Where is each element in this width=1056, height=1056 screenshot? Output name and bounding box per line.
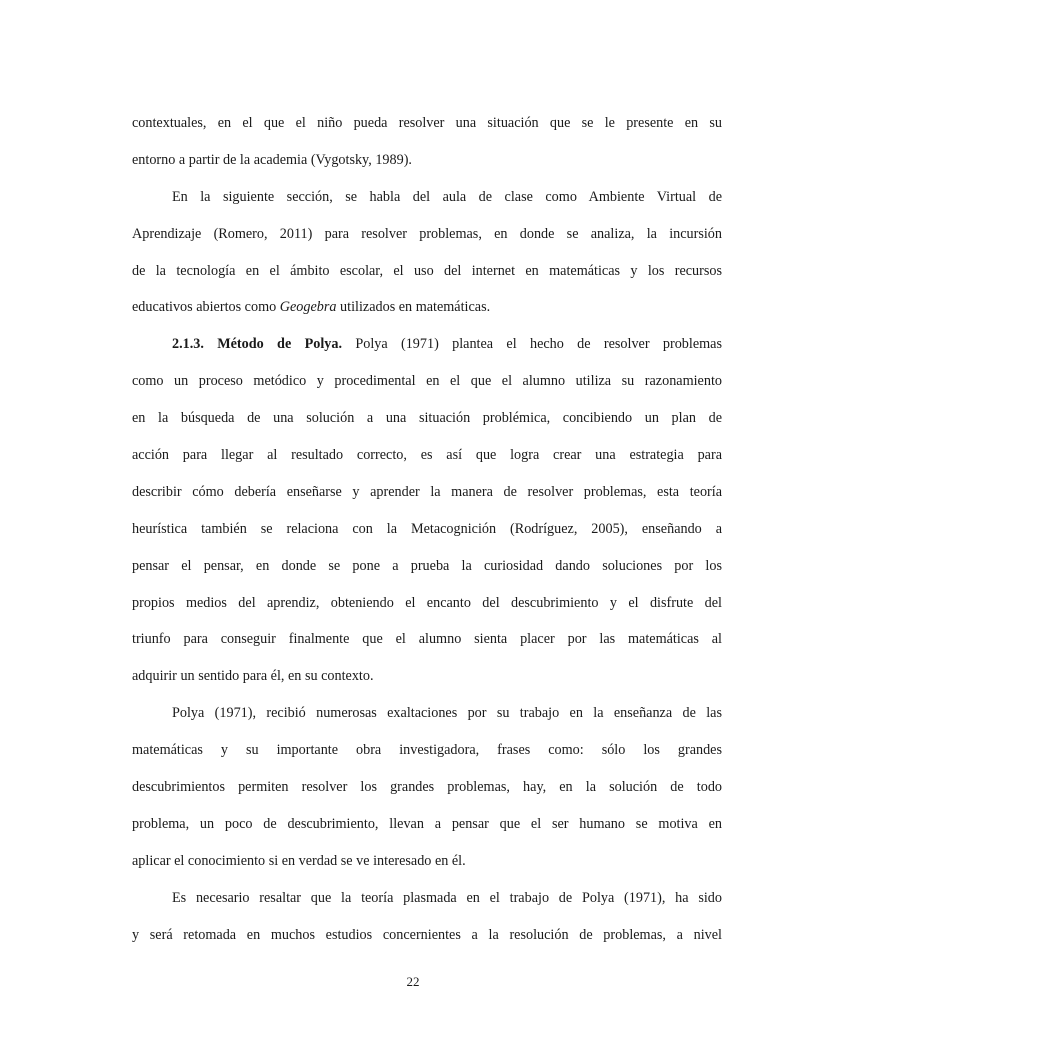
text-line: entorno a partir de la academia (Vygotsky, 1989). — [132, 151, 412, 168]
text-line: como un proceso metódico y procedimental en el que el alumno utiliza su razonamiento — [132, 373, 722, 390]
text-line: de la tecnología en el ámbito escolar, el uso del internet en matemáticas y los recursos — [132, 262, 722, 279]
text-line: descubrimientos permiten resolver los grandes problemas, hay, en la solución de todo — [132, 779, 722, 796]
paragraph-first-line: Polya (1971), recibió numerosas exaltaciones por su trabajo en la enseñanza de las — [172, 705, 722, 722]
text-line: matemáticas y su importante obra investigadora, frases como: sólo los grandes — [132, 742, 722, 759]
section-heading: 2.1.3. Método de Polya. — [172, 336, 343, 353]
text-line: adquirir un sentido para él, en su contexto. — [132, 668, 374, 685]
text-line: problema, un poco de descubrimiento, llevan a pensar que el ser humano se motiva en — [132, 815, 722, 832]
text-line: heurística también se relaciona con la Metacognición (Rodríguez, 2005), enseñando a — [132, 520, 722, 537]
text-line: acción para llegar al resultado correcto, es así que logra crear una estrategia para — [132, 447, 722, 464]
text-line: propios medios del aprendiz, obteniendo el encanto del descubrimiento y el disfrute del — [132, 594, 722, 611]
text-line: Aprendizaje (Romero, 2011) para resolver problemas, en donde se analiza, la incursión — [132, 225, 722, 242]
text-line: en la búsqueda de una solución a una situación problémica, concibiendo un plan de — [132, 410, 722, 427]
text-line: aplicar el conocimiento si en verdad se ve interesado en él. — [132, 852, 466, 869]
italic-term: Geogebra — [279, 299, 337, 316]
text-line: educativos abiertos como Geogebra utilizados en matemáticas. — [132, 299, 491, 316]
body-text — [132, 110, 722, 958]
text-line: contextuales, en el que el niño pueda resolver una situación que se le presente en su — [132, 115, 722, 131]
paragraph-first-line: En la siguiente sección, se habla del aula de clase como Ambiente Virtual de — [172, 188, 722, 205]
section-heading-line: 2.1.3. Método de Polya. Polya (1971) plantea el hecho de resolver problemas — [172, 336, 722, 353]
paragraph-first-line: Es necesario resaltar que la teoría plasmada en el trabajo de Polya (1971), ha sido — [172, 889, 722, 906]
text-line: triunfo para conseguir finalmente que el alumno sienta placer por las matemáticas al — [132, 631, 722, 648]
text-line: describir cómo debería enseñarse y aprender la manera de resolver problemas, esta teoría — [132, 483, 722, 500]
page-number: 22 — [406, 974, 420, 989]
text-line: pensar el pensar, en donde se pone a prueba la curiosidad dando soluciones por los — [132, 557, 722, 574]
text-line: y será retomada en muchos estudios concernientes a la resolución de problemas, a nivel — [132, 926, 722, 943]
